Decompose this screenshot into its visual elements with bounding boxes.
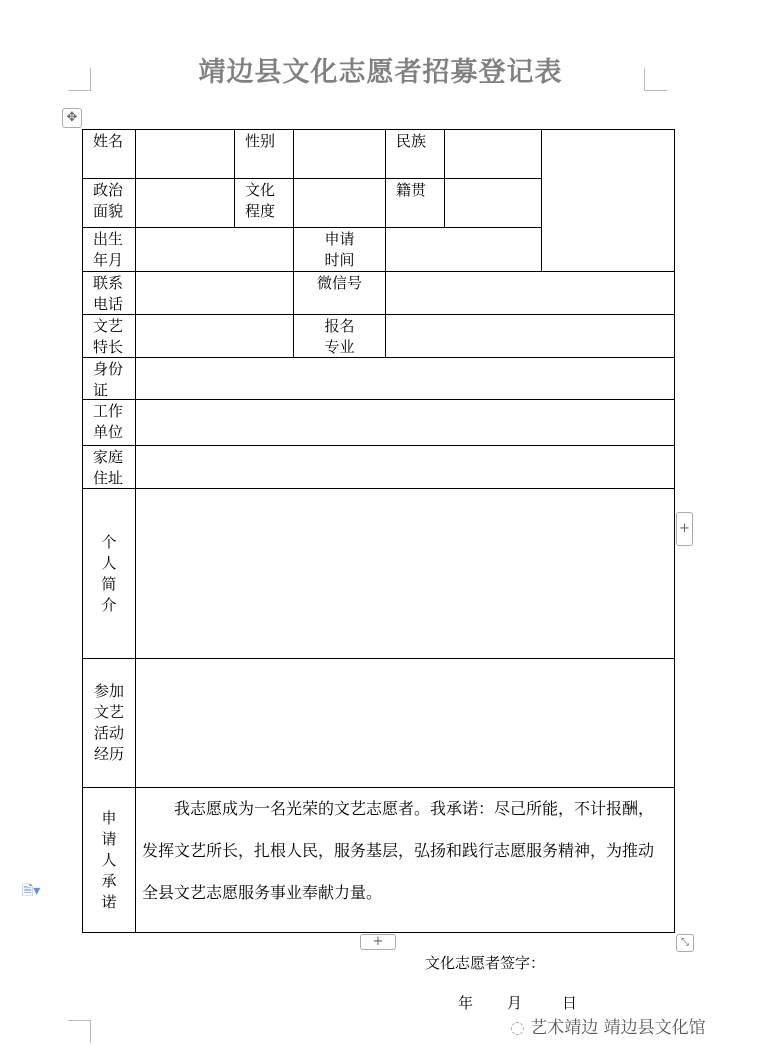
label-pledge bbox=[82, 787, 136, 933]
label-text: 政治 面貌 bbox=[93, 181, 124, 220]
margin-corner bbox=[68, 68, 91, 91]
label-text: 身份 证 bbox=[93, 360, 124, 399]
document-icon[interactable]: 🗎▾ bbox=[22, 883, 41, 899]
label-native bbox=[385, 178, 445, 228]
label-text: 微信号 bbox=[316, 274, 362, 292]
label-text: 文化 程度 bbox=[245, 181, 276, 220]
label-gender bbox=[234, 129, 294, 179]
label-text: 工作 单位 bbox=[93, 402, 124, 441]
label-text: 性别 bbox=[245, 132, 276, 150]
input-cell[interactable] bbox=[444, 178, 542, 228]
label-text: 个 人 简 介 bbox=[101, 532, 117, 614]
label-text: 家庭 住址 bbox=[93, 448, 124, 487]
label-text: 参加 文艺 活动 经历 bbox=[93, 682, 124, 763]
input-cell[interactable] bbox=[135, 178, 235, 228]
input-cell[interactable] bbox=[135, 658, 675, 788]
input-cell[interactable] bbox=[135, 271, 294, 315]
input-cell[interactable] bbox=[135, 129, 235, 179]
input-cell[interactable] bbox=[135, 399, 675, 446]
input-cell[interactable] bbox=[135, 314, 294, 358]
input-cell[interactable] bbox=[135, 445, 675, 489]
margin-corner bbox=[68, 1020, 91, 1043]
margin-corner bbox=[644, 68, 667, 91]
input-cell[interactable] bbox=[135, 488, 675, 659]
date-day: 日 bbox=[562, 994, 578, 1012]
add-column-button[interactable]: + bbox=[676, 512, 693, 546]
input-cell[interactable] bbox=[385, 271, 675, 315]
label-text: 姓名 bbox=[93, 132, 124, 150]
label-birth bbox=[82, 227, 136, 272]
label-phone bbox=[82, 271, 136, 315]
label-text: 民族 bbox=[396, 132, 427, 150]
input-cell[interactable] bbox=[385, 314, 675, 358]
photo-cell[interactable] bbox=[541, 129, 675, 272]
label-ethnicity bbox=[385, 129, 445, 179]
signature-label: 文化志愿者签字： bbox=[425, 954, 546, 972]
watermark-text: 艺术靖边 靖边县文化馆 bbox=[530, 1018, 706, 1038]
input-cell[interactable] bbox=[293, 129, 386, 179]
label-text: 文艺 特长 bbox=[93, 317, 124, 356]
input-cell[interactable] bbox=[444, 129, 542, 179]
label-text: 籍贯 bbox=[396, 181, 427, 199]
label-work bbox=[82, 399, 136, 446]
label-text: 申 请 人 承 诺 bbox=[101, 808, 117, 911]
label-wechat bbox=[293, 271, 386, 315]
input-cell[interactable] bbox=[293, 178, 386, 228]
label-major bbox=[293, 314, 386, 358]
label-political bbox=[82, 178, 136, 228]
label-text: 联系 电话 bbox=[93, 274, 124, 313]
label-name bbox=[82, 129, 136, 179]
document-title: 靖边县文化志愿者招募登记表 bbox=[198, 57, 563, 88]
label-id bbox=[82, 357, 136, 400]
wechat-icon: ◌ bbox=[510, 1018, 531, 1038]
table-move-handle-icon[interactable]: ✥ bbox=[62, 108, 82, 128]
date-year: 年 bbox=[458, 994, 474, 1012]
label-activities bbox=[82, 658, 136, 788]
table-resize-handle-icon[interactable]: ⤡ bbox=[676, 934, 694, 952]
input-cell[interactable] bbox=[135, 357, 675, 400]
watermark bbox=[510, 1013, 706, 1038]
pledge-text-cell bbox=[135, 787, 675, 933]
label-text: 报名 专业 bbox=[324, 317, 355, 356]
label-text: 出生 年月 bbox=[93, 230, 124, 269]
label-apply_time bbox=[293, 227, 386, 272]
add-row-button[interactable]: + bbox=[360, 934, 396, 950]
input-cell[interactable] bbox=[385, 227, 542, 272]
label-address bbox=[82, 445, 136, 489]
label-intro bbox=[82, 488, 136, 659]
pledge-text: 我志愿成为一名光荣的文艺志愿者。我承诺：尽己所能，不计报酬，发挥文艺所长，扎根人民，服务基层，弘扬和践行志愿服务精神，为推动全县文艺志愿服务事业奉献力量。 bbox=[142, 799, 655, 902]
date-month: 月 bbox=[507, 994, 523, 1012]
label-talent bbox=[82, 314, 136, 358]
input-cell[interactable] bbox=[135, 227, 294, 272]
label-text: 申请 时间 bbox=[324, 230, 355, 269]
label-education bbox=[234, 178, 294, 228]
